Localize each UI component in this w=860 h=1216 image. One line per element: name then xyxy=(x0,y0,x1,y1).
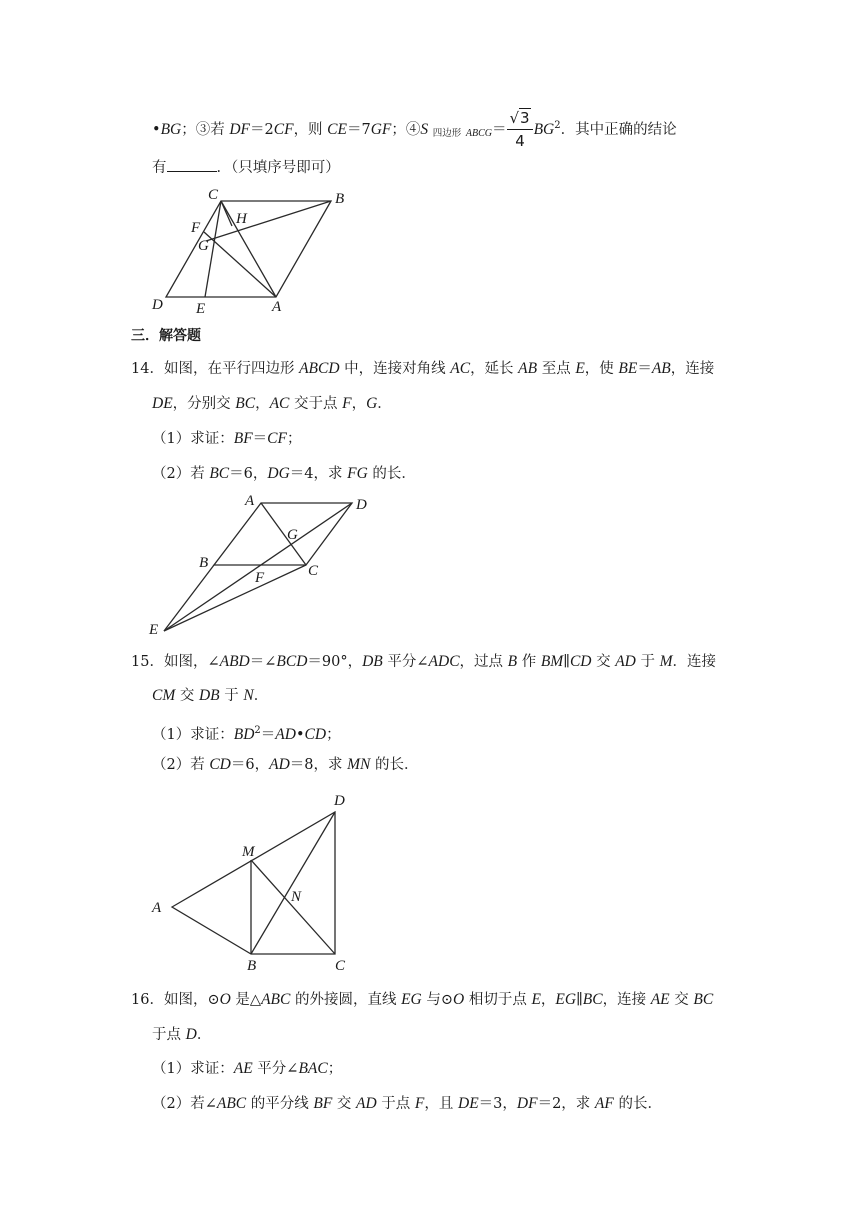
q13-text: 有 xyxy=(152,160,167,176)
math-term: E xyxy=(575,360,585,377)
label-g: G xyxy=(198,238,209,254)
math-term: DE xyxy=(152,395,173,412)
q13-term: BG xyxy=(160,120,182,138)
label-a: A xyxy=(152,900,162,916)
math-term: CD xyxy=(304,725,327,743)
q13-term: BG xyxy=(533,120,555,138)
text-run: 于 xyxy=(219,688,244,704)
math-term: BF xyxy=(233,430,253,447)
text-run: ，分别交 xyxy=(172,396,236,412)
text-run: 交 xyxy=(175,688,199,704)
label-a: A xyxy=(272,299,282,315)
math-term: DE xyxy=(458,1095,479,1112)
text-run: ，过点 xyxy=(459,654,508,670)
text-run: 中，连接对角线 xyxy=(339,361,451,377)
label-g: G xyxy=(287,527,298,543)
text-run: 作 xyxy=(517,654,541,670)
math-term: DB xyxy=(198,687,220,704)
math-term: ABC xyxy=(216,1095,247,1112)
math-term: AD xyxy=(615,653,636,670)
q13-text: ．（只填序号即可） xyxy=(216,160,340,176)
text-run: ． xyxy=(196,1027,212,1043)
math-term: F xyxy=(342,395,352,412)
text-run: • xyxy=(295,726,305,743)
math-term: BD xyxy=(233,725,255,743)
math-term: BC xyxy=(582,991,603,1008)
text-run: 交于点 xyxy=(289,396,343,412)
text-run: ＝6， xyxy=(230,757,270,773)
math-term: BCD xyxy=(276,653,308,670)
section-heading: 三．解答题 xyxy=(131,328,201,344)
math-term: ABD xyxy=(219,653,250,670)
math-term: AE xyxy=(233,1060,253,1077)
text-run: 交 xyxy=(591,654,616,670)
math-term: E xyxy=(531,991,541,1008)
segment-bd xyxy=(251,812,335,954)
math-term: ABC xyxy=(261,991,291,1008)
math-term: G xyxy=(366,395,378,412)
q13-term: DF xyxy=(229,120,251,138)
label-h: H xyxy=(236,211,247,227)
text-run: 14．如图，在平行四边形 xyxy=(131,361,300,377)
label-f: F xyxy=(255,570,265,586)
math-term: BE xyxy=(618,360,638,377)
text-run: （2）若∠ xyxy=(152,1096,217,1112)
math-term: BC xyxy=(235,395,256,412)
text-run: ＝ xyxy=(637,361,652,377)
q13-text: ；④ xyxy=(391,121,421,138)
math-term: DF xyxy=(516,1095,538,1112)
label-f: F xyxy=(191,220,201,236)
math-term: CM xyxy=(152,687,176,704)
math-term: BM xyxy=(540,653,564,670)
sqrt-sign: √ xyxy=(509,109,520,128)
text-run: 15．如图，∠ xyxy=(131,654,220,670)
label-b: B xyxy=(247,958,257,974)
segment-mc xyxy=(251,860,335,954)
text-run: ＝ xyxy=(260,726,276,743)
text-run: ，连接 xyxy=(602,992,651,1008)
label-c: C xyxy=(308,563,319,579)
math-term: CD xyxy=(569,653,592,670)
math-term: B xyxy=(507,653,518,670)
math-term: BC xyxy=(693,991,714,1008)
text-run: 的长． xyxy=(370,757,419,773)
math-term: F xyxy=(414,1095,425,1112)
math-term: AB xyxy=(651,360,671,377)
exponent: 2 xyxy=(254,725,261,736)
text-run: （2）若 xyxy=(152,757,210,773)
text-run: （1）求证： xyxy=(152,431,234,447)
q13-term: GF xyxy=(370,120,392,138)
text-run: ＝ xyxy=(252,431,268,447)
text-run: ； xyxy=(327,1061,343,1077)
q13-text: ＝ xyxy=(491,121,507,138)
text-run: 16．如图，⊙ xyxy=(131,992,220,1008)
bullet-dot: • xyxy=(152,121,161,138)
text-run: 交 xyxy=(669,992,694,1008)
math-term: BAC xyxy=(298,1060,328,1077)
sqrt-radicand: 3 xyxy=(520,109,530,128)
label-e: E xyxy=(149,622,159,638)
text-run: 于 xyxy=(635,654,660,670)
text-run: ， xyxy=(540,992,556,1008)
math-term: AD xyxy=(356,1095,377,1112)
math-term: AC xyxy=(269,395,290,412)
q13-term: CE xyxy=(327,120,347,138)
math-term: AC xyxy=(450,360,471,377)
area-subscript-name: ABCG xyxy=(465,127,492,139)
q13-text: ，则 xyxy=(293,121,328,138)
text-run: ＝∠ xyxy=(249,654,277,670)
text-run: 是△ xyxy=(230,992,262,1008)
math-term: AD xyxy=(269,756,290,773)
label-a: A xyxy=(245,493,255,509)
text-run: ＝4，求 xyxy=(289,466,348,482)
math-term: CF xyxy=(267,430,287,447)
text-run: （1）求证： xyxy=(152,726,234,743)
text-run: ＝8，求 xyxy=(289,757,348,773)
math-term: N xyxy=(243,687,254,704)
label-e: E xyxy=(196,301,206,317)
text-run: ． xyxy=(377,396,392,412)
text-run: 的外接圆，直线 xyxy=(290,992,402,1008)
fraction-denominator: 4 xyxy=(515,132,525,151)
text-run: ∥ xyxy=(576,992,583,1008)
label-d: D xyxy=(334,793,345,809)
q13-text: ；③若 xyxy=(181,121,230,138)
text-run: ＝2，求 xyxy=(537,1096,595,1112)
math-term: EG xyxy=(401,991,422,1008)
math-term: BF xyxy=(313,1095,333,1112)
text-run: ，延长 xyxy=(470,361,519,377)
text-run: ＝3， xyxy=(478,1096,517,1112)
label-d: D xyxy=(152,297,163,313)
text-run: （2）若 xyxy=(152,466,210,482)
text-run: 至点 xyxy=(537,361,576,377)
text-run: 交 xyxy=(332,1096,357,1112)
text-run: 的长． xyxy=(613,1096,662,1112)
q13-text: ＝2 xyxy=(250,121,274,138)
label-n: N xyxy=(291,889,302,905)
area-subscript: 四边形 xyxy=(432,127,462,139)
text-run: ； xyxy=(326,726,341,743)
q16-line-4 xyxy=(152,1094,662,1114)
label-d: D xyxy=(356,497,367,513)
text-run: ＝6， xyxy=(229,466,268,482)
text-run: ，使 xyxy=(584,361,619,377)
math-term: AE xyxy=(650,991,670,1008)
text-run: ＝90°， xyxy=(307,654,363,670)
math-term: DB xyxy=(362,653,383,670)
math-term: D xyxy=(185,1026,197,1043)
math-term: EG xyxy=(555,991,577,1008)
math-term: AB xyxy=(518,360,538,377)
text-run: 平分∠ xyxy=(382,654,429,670)
math-term: O xyxy=(453,991,465,1008)
label-b: B xyxy=(199,555,209,571)
text-run: ； xyxy=(286,431,302,447)
area-symbol: S xyxy=(420,120,429,138)
q16-line-3 xyxy=(152,1059,342,1079)
label-c: C xyxy=(208,187,219,203)
text-run: 于点 xyxy=(376,1096,415,1112)
math-term: M xyxy=(659,653,673,670)
text-run: 的长． xyxy=(367,466,416,482)
text-run: ， xyxy=(351,396,367,412)
text-run: ．连接 xyxy=(672,654,717,670)
text-run: ∥ xyxy=(563,654,570,670)
math-term: O xyxy=(219,991,231,1008)
text-run: ，连接 xyxy=(670,361,715,377)
q13-text: ．其中正确的结论 xyxy=(560,121,677,138)
q16-line-2 xyxy=(152,1025,211,1045)
text-run: ， xyxy=(255,396,270,412)
quad-adcb xyxy=(172,812,335,954)
math-term: AD xyxy=(275,725,296,743)
label-c: C xyxy=(335,958,346,974)
math-term: BC xyxy=(209,465,230,482)
math-term: MN xyxy=(347,756,371,773)
text-run: （1）求证： xyxy=(152,1061,234,1077)
text-run: ，且 xyxy=(424,1096,458,1112)
label-m: M xyxy=(242,844,255,860)
text-run: 平分∠ xyxy=(252,1061,299,1077)
math-term: CD xyxy=(209,756,231,773)
math-term: FG xyxy=(347,465,368,482)
math-term: AF xyxy=(594,1095,614,1112)
math-term: ABCD xyxy=(299,360,340,377)
q16-line-1 xyxy=(131,990,713,1010)
math-term: ADC xyxy=(428,653,460,670)
math-term: DG xyxy=(267,465,290,482)
text-run: ． xyxy=(253,688,269,704)
exponent: 2 xyxy=(554,120,561,131)
text-run: 的平分线 xyxy=(246,1096,314,1112)
q13-text: ＝7 xyxy=(346,121,371,138)
q13-term: CF xyxy=(273,120,294,138)
label-b: B xyxy=(335,191,345,207)
text-run: 与⊙ xyxy=(421,992,454,1008)
text-run: 相切于点 xyxy=(464,992,532,1008)
text-run: 于点 xyxy=(152,1027,186,1043)
